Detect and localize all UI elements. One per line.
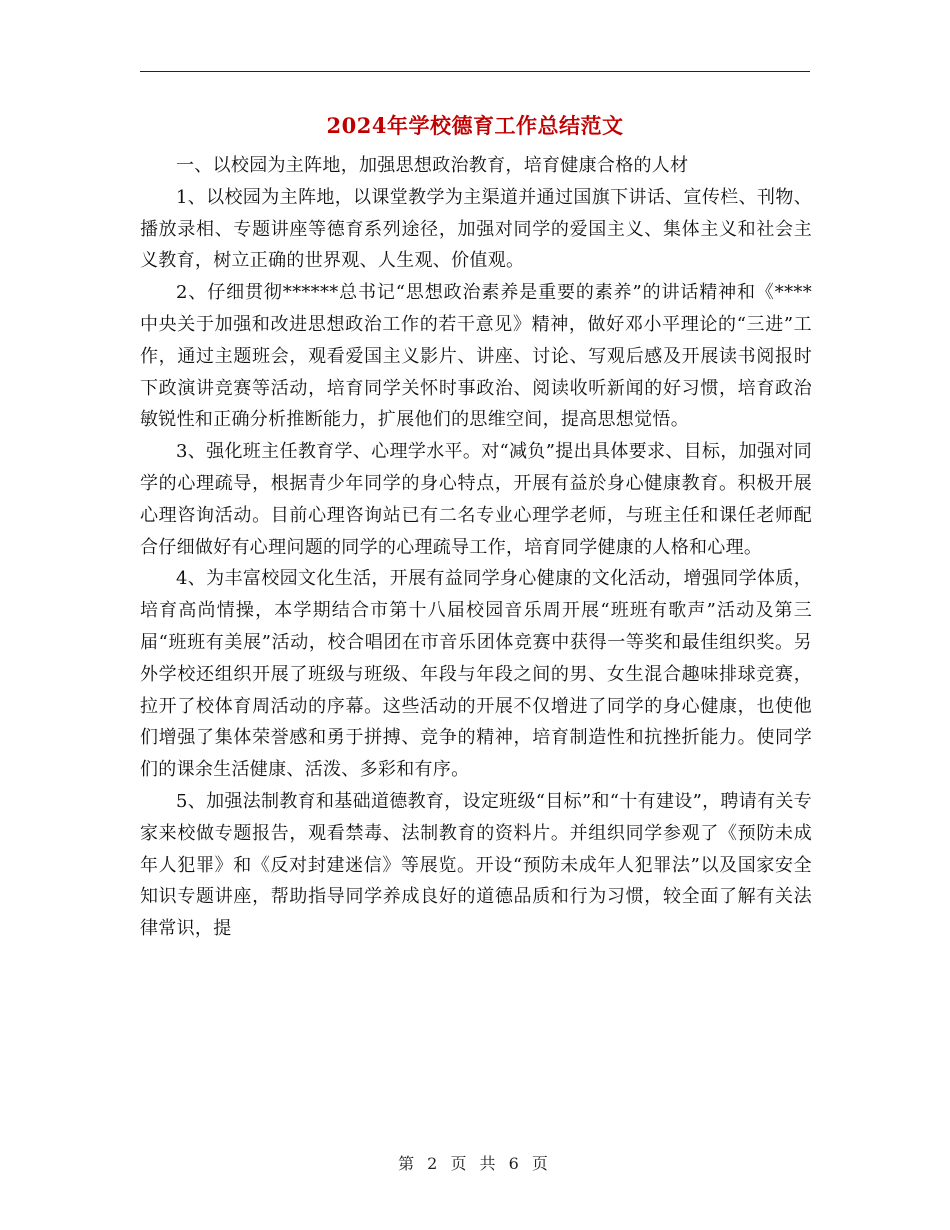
paragraph-4: 4、为丰富校园文化生活，开展有益同学身心健康的文化活动，增强同学体质，培育高尚情操，本学期结合市第十八届校园音乐周开展“班班有歌声”活动及第三届“班班有美展”活动，校合唱团在市音乐团体竞赛中获得一等奖和最佳组织奖。另外学校还组织开展了班级与班级、年段与年段之间的男、女生混合趣味排球竞赛，拉开了校体育周活动的序幕。这些活动的开展不仅增进了同学的身心健康，也使他们增强了集体荣誉感和勇于拼搏、竞争的精神，培育制造性和抗挫折能力。使同学们的课余生活健康、活泼、多彩和有序。: [140, 568, 812, 781]
paragraph-2: 2、仔细贯彻******总书记“思想政治素养是重要的素养”的讲话精神和《****中央关于加强和改进思想政治工作的若干意见》精神，做好邓小平理论的“三进”工作，通过主题班会，观看爱国主义影片、讲座、讨论、写观后感及开展读书阅报时下政演讲竞赛等活动，培育同学关怀时事政治、阅读收听新闻的好习惯，培育政治敏锐性和正确分析推断能力，扩展他们的思维空间，提高思想觉悟。: [140, 282, 812, 431]
paragraph-3: 3、强化班主任教育学、心理学水平。对“减负”提出具体要求、目标，加强对同学的心理疏导，根据青少年同学的身心特点，开展有益於身心健康教育。积极开展心理咨询活动。目前心理咨询站已有二名专业心理学老师，与班主任和课任老师配合仔细做好有心理问题的同学的心理疏导工作，培育同学健康的人格和心理。: [140, 441, 812, 558]
page-number-footer: 第 2 页 共 6 页: [398, 1154, 552, 1173]
document-body: [140, 150, 812, 945]
paragraph-1: 1、以校园为主阵地，以课堂教学为主渠道并通过国旗下讲话、宣传栏、刊物、播放录相、专题讲座等德育系列途径，加强对同学的爱国主义、集体主义和社会主义教育，树立正确的世界观、人生观、价值观。: [140, 186, 812, 272]
section-heading: 一、以校园为主阵地，加强思想政治教育，培育健康合格的人材: [176, 155, 689, 176]
header-rule: [140, 71, 810, 72]
paragraph-5: 5、加强法制教育和基础道德教育，设定班级“目标”和“十有建设”，聘请有关专家来校做专题报告，观看禁毒、法制教育的资料片。并组织同学参观了《预防未成年人犯罪》和《反对封建迷信》等展览。开设“预防未成年人犯罪法”以及国家安全知识专题讲座，帮助指导同学养成良好的道德品质和行为习惯，较全面了解有关法律常识，提: [140, 790, 812, 940]
document-title: 2024年学校德育工作总结范文: [326, 113, 624, 138]
